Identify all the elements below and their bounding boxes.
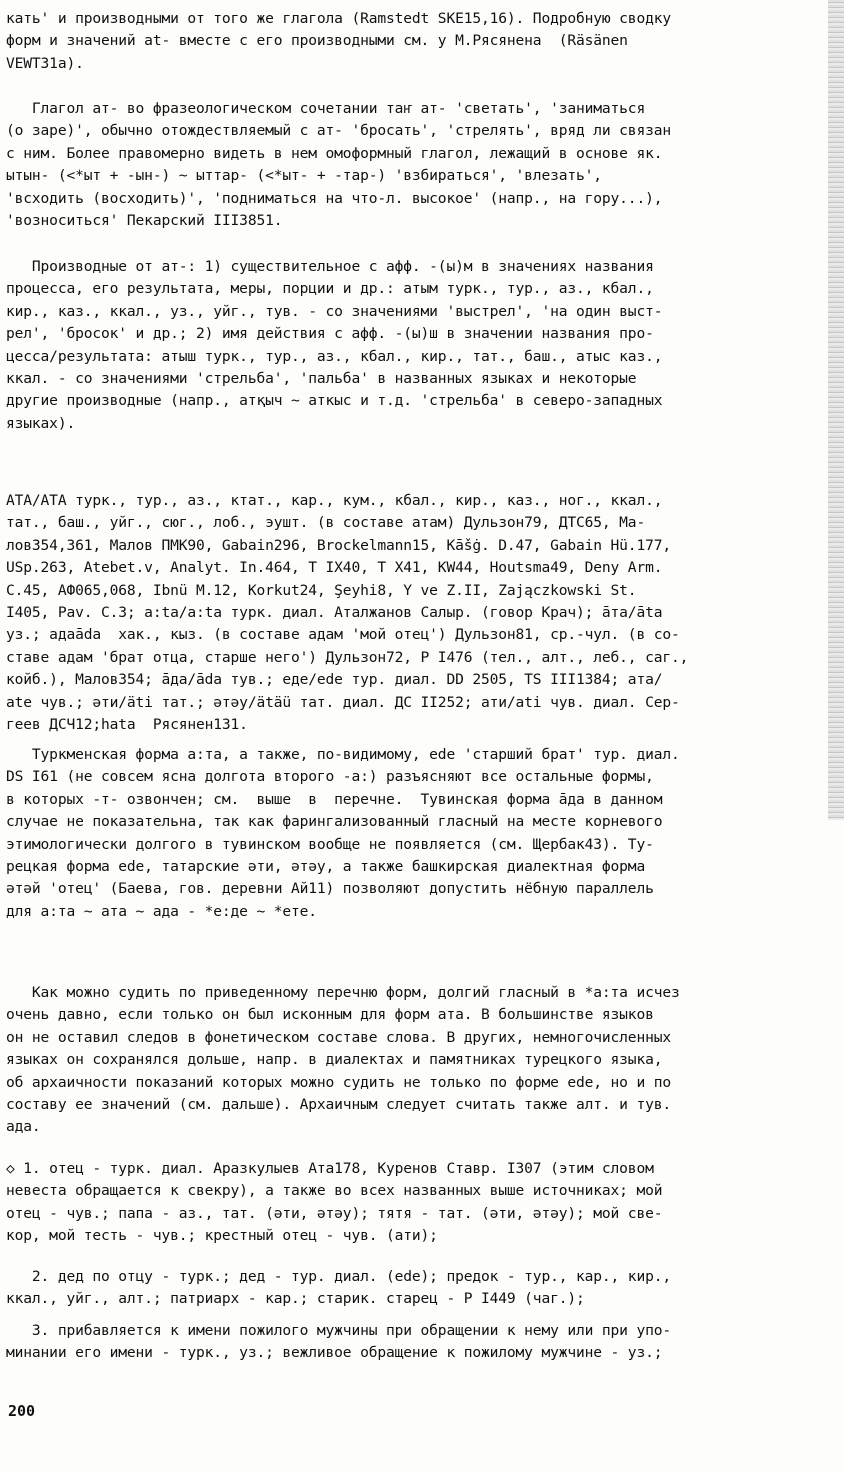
text-line: этимологически долгого в тувинском вообще не появляется (см. Щербак43). Ту- <box>6 835 654 853</box>
text-line: кать' и производными от того же глагола (Ramstedt SKE15,16). Подробную сводку <box>6 10 671 27</box>
text-line: ◇ 1. отец - турк. диал. Аразкулыев Ата178, Куренов Ставр. I307 (этим словом <box>6 1160 654 1177</box>
text-line: ытын- (<*ыт + -ын-) ~ ыттар- (<*ыт- + -тар-) 'взбираться', 'влезать', <box>6 167 602 185</box>
entry-ata-headword <box>6 490 834 736</box>
text-line: кор, мой тесть - чув.; крестный отец - чув. (ати); <box>6 1227 438 1245</box>
text-line: ate чув.; əти/äti тат.; əтəу/ätäü тат. диал. ДС II252; ати/ati чув. диал. Сер- <box>6 693 680 711</box>
meaning-3-address <box>6 1320 834 1365</box>
text-line: Как можно судить по приведенному перечню форм, долгий гласный в *а:та исчез <box>6 984 680 1001</box>
text-line: əтəй 'отец' (Баева, гов. деревни Ай11) позволяют допустить нёбную параллель <box>6 880 654 898</box>
text-line: АТА/АТА турк., тур., аз., ктат., кар., кум., кбал., кир., каз., ног., ккал., <box>6 492 663 509</box>
text-line: Производные от ат-: 1) существительное с афф. -(ы)м в значениях названия <box>6 258 654 275</box>
text-line: USp.263, Atebet.v, Analyt. In.464, T IX40, T X41, KW44, Houtsma49, Deny Arm. <box>6 559 663 577</box>
text-line: тат., баш., уйг., сюг., лоб., эушт. (в составе атам) Дульзон79, ДТС65, Ма- <box>6 514 646 532</box>
text-line: лов354,361, Малов ПМК90, Gabain296, Brockelmann15, Kāšġ. D.47, Gabain Hü.177, <box>6 536 671 554</box>
text-line: минании его имени - турк., уз.; вежливое обращение к пожилому мужчине - уз.; <box>6 1344 663 1362</box>
text-line: рецкая форма ede, татарские əти, əтəу, а также башкирская диалектная форма <box>6 858 646 876</box>
text-line: невеста обращается к свекру), а также во всех названных выше источниках; мой <box>6 1182 663 1200</box>
paragraph-derivation-note <box>6 8 834 75</box>
text-line: геев ДСЧ12;hata Рясянен131. <box>6 716 248 734</box>
text-line: 2. дед по отцу - турк.; дед - тур. диал. (ede); предок - тур., кар., кир., <box>6 1268 671 1285</box>
text-line: для а:та ~ ата ~ ада - *е:де ~ *ете. <box>6 902 317 920</box>
text-line: DS I61 (не совсем ясна долгота второго -а:) разъясняют все остальные формы, <box>6 768 654 786</box>
paragraph-verb-at <box>6 98 834 232</box>
text-line: ада. <box>6 1118 41 1136</box>
text-line: Туркменская форма а:та, а также, по-видимому, ede 'старший брат' тур. диал. <box>6 746 680 763</box>
text-line: ккал. - со значениями 'стрельба', 'пальба' в названных языках и некоторые <box>6 370 637 388</box>
text-line: Глагол ат- во фразеологическом сочетании таҥ ат- 'светать', 'заниматься <box>6 100 646 117</box>
text-line: 'всходить (восходить)', 'подниматься на что-л. высокое' (напр., на гору...), <box>6 189 663 207</box>
text-line: другие производные (напр., атқыч ~ аткыс и т.д. 'стрельба' в северо-западных <box>6 392 663 410</box>
meaning-1-father <box>6 1158 834 1248</box>
text-line: языках). <box>6 414 76 432</box>
meaning-2-grandfather <box>6 1266 834 1311</box>
text-line: составу ее значений (см. дальше). Архаичным следует считать также алт. и тув. <box>6 1096 671 1114</box>
paragraph-long-vowel <box>6 982 834 1139</box>
text-line: цесса/результата: атыш турк., тур., аз., кбал., кир., тат., баш., атыс каз., <box>6 347 663 365</box>
text-line: случае не показательна, так как фарингализованный гласный на месте корневого <box>6 813 663 831</box>
text-line: (о заре)', обычно отождествляемый с ат- 'бросать', 'стрелять', вряд ли связан <box>6 122 671 140</box>
text-line: уз.; адаāda хак., кыз. (в составе адам 'мой отец') Дульзон81, ср.-чул. (в со- <box>6 626 680 644</box>
text-line: 3. прибавляется к имени пожилого мужчины при обращении к нему или при упо- <box>6 1322 671 1339</box>
paragraph-derivatives <box>6 256 834 435</box>
text-line: языках он сохранялся дольше, напр. в диалектах и памятниках турецкого языка, <box>6 1051 663 1069</box>
text-line: он не оставил следов в фонетическом составе слова. В других, немногочисленных <box>6 1028 671 1046</box>
text-line: I405, Pav. C.3; a:ta/a:ta турк. диал. Аталжанов Салыр. (говор Крач); āта/āta <box>6 604 663 622</box>
text-line: VEWT31a). <box>6 54 84 72</box>
text-line: очень давно, если только он был исконным для форм ата. В большинстве языков <box>6 1006 654 1024</box>
text-line: рел', 'бросок' и др.; 2) имя действия с афф. -(ы)ш в значении названия про- <box>6 325 654 343</box>
text-line: об архаичности показаний которых можно судить не только по форме ede, но и по <box>6 1073 671 1091</box>
text-line: 'возноситься' Пекарский III3851. <box>6 212 283 230</box>
text-line: в которых -т- озвончен; см. выше в перечне. Тувинская форма āда в данном <box>6 790 663 808</box>
page-number: 200 <box>8 1402 36 1420</box>
text-line: форм и значений at- вместе с его производными см. у М.Рясянена (Räsänen <box>6 32 628 50</box>
text-line: отец - чув.; папа - аз., тат. (əти, əтəу); тятя - тат. (əти, əтəу); мой све- <box>6 1204 663 1222</box>
text-line: процесса, его результата, меры, порции и др.: атым турк., тур., аз., кбал., <box>6 280 654 298</box>
text-line: ккал., уйг., алт.; патриарх - кар.; старик. старец - Р I449 (чаг.); <box>6 1290 585 1308</box>
paragraph-turkmen-form <box>6 744 834 923</box>
text-line: кир., каз., ккал., уз., уйг., тув. - со значениями 'выстрел', 'на один выст- <box>6 302 663 320</box>
text-line: с ним. Более правомерно видеть в нем омоформный глагол, лежащий в основе як. <box>6 144 663 162</box>
text-line: койб.), Малов354; āда/āda тув.; еде/ede тур. диал. DD 2505, TS III1384; ата/ <box>6 671 663 689</box>
text-line: ставе адам 'брат отца, старше него') Дульзон72, Р I476 (тел., алт., леб., саг., <box>6 648 689 666</box>
text-line: C.45, АФ065,068, Ibnü M.12, Korkut24, Şeyhi8, Y ve Z.II, Zajączkowski St. <box>6 581 637 599</box>
